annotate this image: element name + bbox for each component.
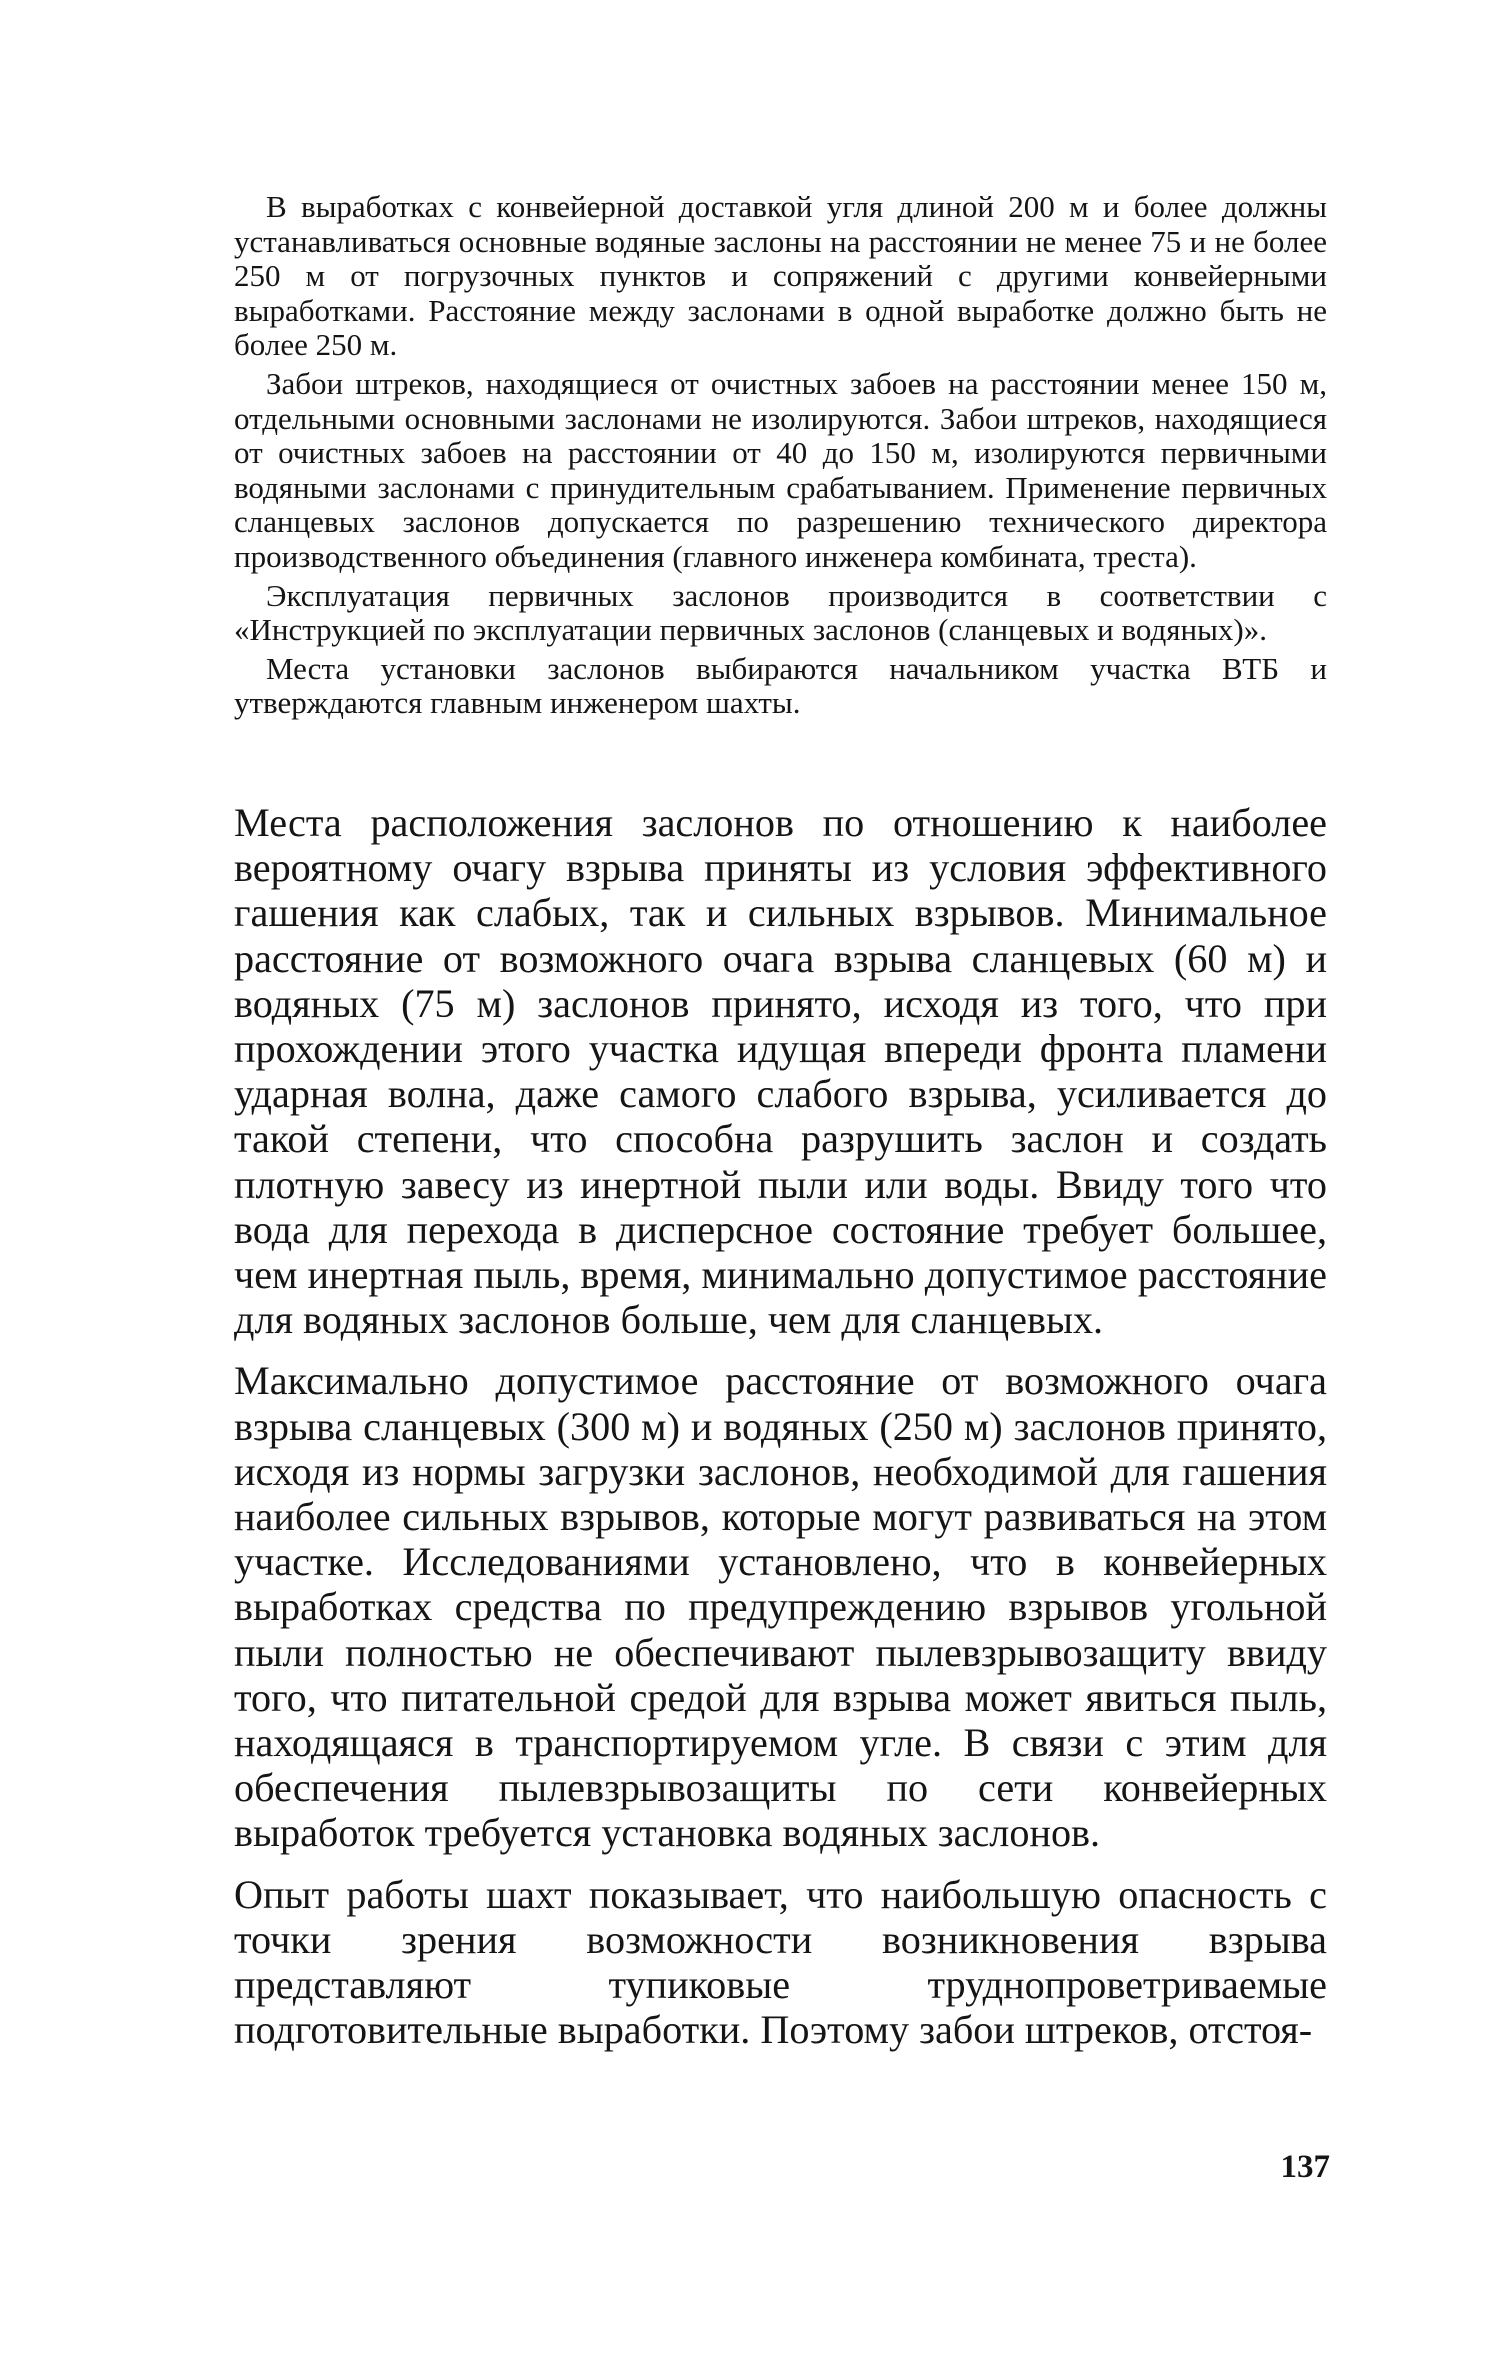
paragraph-barrier-locations: Места установки заслонов выбираются начальником участка ВТБ и утверждаются главным инженером шахты. [234, 650, 1327, 721]
paragraph-barrier-placement: Места расположения заслонов по отношению к наиболее вероятному очагу взрыва приняты из условия эффективного гашения как слабых, так и сильных взрывов. Минимальное расстояние от возможного очага взрыва сланцевых (60 м) и водяных (75 м) заслонов принято, исходя из того, что при прохождении этого участка идущая впереди фронта пламени ударная волна, даже самого слабого взрыва, усиливается до такой степени, что способна разрушить заслон и создать плотную завесу из инертной пыли или воды. Ввиду того что вода для перехода в дисперсное состояние требует большее, чем инертная пыль, время, минимально допустимое расстояние для водяных заслонов больше, чем для сланцевых. [234, 800, 1327, 1343]
paragraph-maximum-distance: Максимально допустимое расстояние от возможного очага взрыва сланцевых (300 м) и водяных (250 м) заслонов принято, исходя из нормы загрузки заслонов, необходимой для гашения наиболее сильных взрывов, которые могут развиваться на этом участке. Исследованиями установлено, что в конвейерных выработках средства по предупреждению взрывов угольной пыли полностью не обеспечивают пылевзрывозащиту ввиду того, что питательной средой для взрыва может явиться пыль, находящаяся в транспортируемом угле. В связи с этим для обеспечения пылевзрывозащиты по сети конвейерных выработок требуется установка водяных заслонов. [234, 1358, 1327, 1856]
main-text-section [234, 800, 1327, 2068]
small-print-section [234, 190, 1327, 725]
page-number: 137 [1280, 2149, 1330, 2185]
paragraph-drift-faces: Забои штреков, находящиеся от очистных забоев на расстоянии менее 150 м, отдельными основными заслонами не изолируются. Забои штреков, находящиеся от очистных забоев на расстоянии от 40 до 150 м, изолируются первичными водяными заслонами с принудительным срабатыванием. Применение первичных сланцевых заслонов допускается по разрешению технического директора производственного объединения (главного инженера комбината, треста). [234, 365, 1327, 574]
paragraph-conveyor-barriers: В выработках с конвейерной доставкой угля длиной 200 м и более должны устанавливаться основные водяные заслоны на расстоянии не менее 75 и не более 250 м от погрузочных пунктов и сопряжений с другими конвейерными выработками. Расстояние между заслонами в одной выработке должно быть не более 250 м. [234, 189, 1327, 363]
paragraph-mine-experience: Опыт работы шахт показывает, что наибольшую опасность с точки зрения возможности возникновения взрыва представляют тупиковые труднопроветриваемые подготовительные выработки. Поэтому забои штреков, отстоя- [234, 1871, 1327, 2053]
paragraph-primary-barriers-operation: Эксплуатация первичных заслонов производится в соответствии с «Инструкцией по эксплуатации первичных заслонов (сланцевых и водяных)». [234, 577, 1327, 648]
